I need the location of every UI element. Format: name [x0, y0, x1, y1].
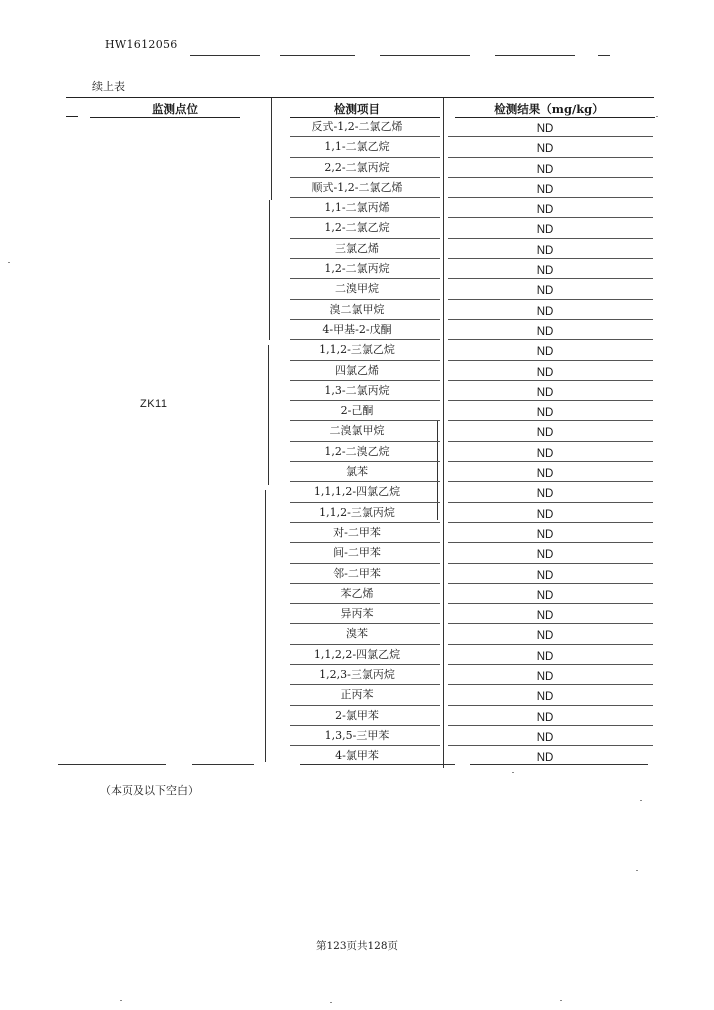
table-row: [0, 503, 714, 523]
scan-speck: [512, 772, 514, 773]
table-row: [0, 604, 714, 624]
table-row: [0, 706, 714, 726]
scan-speck: [120, 1000, 122, 1001]
results-table: [0, 117, 714, 767]
table-row: [0, 239, 714, 259]
item-name: 四氯乙烯: [335, 363, 379, 377]
result-value: ND: [536, 427, 554, 440]
result-value: ND: [536, 305, 554, 318]
result-value: ND: [536, 224, 554, 237]
scan-speck: [656, 116, 658, 117]
item-name: 1,2,3-三氯丙烷: [319, 668, 395, 682]
table-row: [0, 401, 714, 421]
table-row: [0, 361, 714, 381]
table-bottom-rule: [470, 764, 648, 765]
item-name: 1,2-二氯乙烷: [324, 221, 390, 235]
table-row: [0, 117, 714, 137]
result-value: ND: [536, 244, 554, 257]
item-name: 1,2-二溴乙烷: [324, 444, 390, 458]
table-row: [0, 198, 714, 218]
item-name: 二溴甲烷: [335, 282, 379, 296]
result-value: ND: [536, 731, 554, 744]
result-value: ND: [536, 610, 554, 623]
item-name: 1,1-二氯乙烷: [324, 140, 390, 154]
item-name: 1,1,2-三氯丙烷: [319, 505, 395, 519]
result-value: ND: [536, 285, 554, 298]
table-row: [0, 279, 714, 299]
item-name: 2-氯甲苯: [335, 708, 379, 722]
table-row: [0, 178, 714, 198]
item-name: 1,3,5-三甲苯: [324, 728, 390, 742]
table-row: [0, 158, 714, 178]
item-name: 溴二氯甲烷: [329, 302, 385, 316]
result-value: ND: [536, 468, 554, 481]
item-name: 反式-1,2-二氯乙烯: [311, 120, 403, 133]
header-rule: [495, 55, 575, 56]
header-rule: [190, 55, 260, 56]
result-value: ND: [536, 407, 554, 420]
table-bottom-rule: [58, 764, 166, 765]
item-name: 异丙苯: [340, 607, 374, 621]
item-name: 4-甲基-2-戊酮: [322, 322, 392, 336]
result-value: ND: [536, 589, 554, 602]
table-row: [0, 685, 714, 705]
table-top-rule: [66, 97, 654, 98]
table-row: [0, 543, 714, 563]
header-item: 检测项目: [334, 102, 380, 116]
result-value: ND: [536, 650, 554, 663]
continued-label: 续上表: [92, 80, 125, 93]
result-value: ND: [536, 630, 554, 643]
blank-note: （本页及以下空白）: [100, 784, 199, 797]
table-row: [0, 300, 714, 320]
result-value: ND: [536, 488, 554, 501]
result-value: ND: [536, 671, 554, 684]
result-value: ND: [536, 528, 554, 541]
item-name: 三氯乙烯: [335, 241, 379, 255]
table-row: [0, 645, 714, 665]
table-row: [0, 462, 714, 482]
item-name: 顺式-1,2-二氯乙烯: [311, 180, 403, 194]
item-name: 对-二甲苯: [333, 525, 381, 539]
table-row: [0, 523, 714, 543]
result-value: ND: [536, 366, 554, 379]
header-result: 检测结果（mg/kg）: [494, 102, 604, 116]
item-name: 2-己酮: [340, 404, 374, 418]
scan-speck: [560, 1000, 562, 1001]
table-row: [0, 259, 714, 279]
table-row: [0, 624, 714, 644]
table-row: [0, 442, 714, 462]
result-value: ND: [536, 265, 554, 278]
result-value: ND: [536, 711, 554, 724]
result-value: ND: [536, 183, 554, 196]
result-value: ND: [536, 691, 554, 704]
item-name: 溴苯: [346, 627, 368, 641]
header-site: 监测点位: [152, 102, 198, 116]
table-row: [0, 218, 714, 238]
scan-speck: [640, 800, 642, 801]
item-name: 氯苯: [346, 465, 368, 479]
table-row: [0, 584, 714, 604]
result-value: ND: [536, 346, 554, 359]
item-name: 1,1-二氯丙烯: [324, 201, 390, 215]
result-value: ND: [536, 386, 554, 399]
result-value: ND: [536, 569, 554, 582]
scan-speck: [330, 1002, 332, 1003]
table-row: [0, 381, 714, 401]
result-value: ND: [536, 447, 554, 460]
result-value: ND: [536, 508, 554, 521]
table-row: [0, 320, 714, 340]
table-row: [0, 421, 714, 441]
item-name: 1,2-二氯丙烷: [324, 262, 390, 276]
header-rule: [380, 55, 470, 56]
table-bottom-rule: [300, 764, 455, 765]
item-name: 2,2-二氯丙烷: [324, 160, 390, 174]
monitoring-site: ZK11: [140, 398, 168, 410]
scan-speck: [8, 262, 10, 263]
table-row: [0, 482, 714, 502]
scan-speck: [636, 870, 638, 871]
item-name: 1,3-二氯丙烷: [324, 383, 390, 397]
page-number: 第123页共128页: [315, 940, 399, 952]
report-number: HW1612056: [105, 38, 178, 51]
result-value: ND: [536, 123, 554, 135]
result-value: ND: [536, 752, 554, 765]
item-name: 邻-二甲苯: [333, 566, 381, 580]
result-value: ND: [536, 204, 554, 217]
table-row: [0, 726, 714, 746]
item-name: 正丙苯: [340, 688, 374, 702]
item-name: 二溴氯甲烷: [329, 424, 385, 438]
table-row: [0, 665, 714, 685]
header-rule: [280, 55, 355, 56]
result-value: ND: [536, 143, 554, 156]
item-name: 1,1,2,2-四氯乙烷: [313, 647, 401, 661]
header-rule: [598, 55, 610, 56]
result-value: ND: [536, 549, 554, 562]
item-name: 间-二甲苯: [333, 546, 381, 560]
item-name: 1,1,2-三氯乙烷: [319, 343, 395, 357]
item-name: 4-氯甲苯: [335, 749, 379, 763]
table-bottom-rule: [192, 764, 254, 765]
table-row: [0, 564, 714, 584]
table-row: [0, 340, 714, 360]
item-name: 苯乙烯: [340, 586, 374, 600]
result-value: ND: [536, 325, 554, 338]
result-value: ND: [536, 163, 554, 176]
item-name: 1,1,1,2-四氯乙烷: [313, 485, 401, 499]
table-row: [0, 137, 714, 157]
